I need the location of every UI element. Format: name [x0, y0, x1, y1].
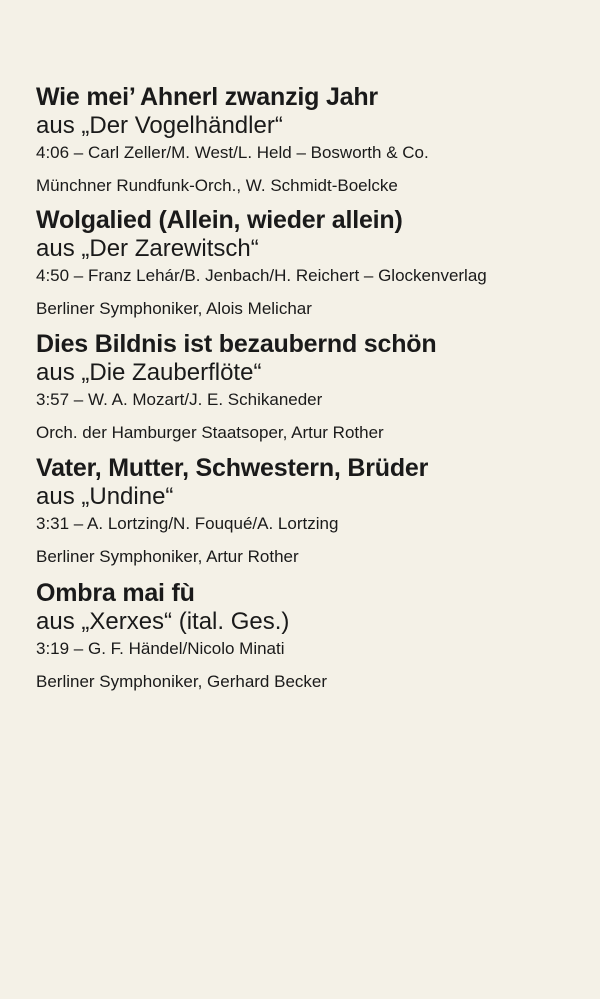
track-credits: 4:50 – Franz Lehár/B. Jenbach/H. Reichert – Glockenverlag	[36, 266, 487, 285]
track-title: Ombra mai fù	[36, 579, 195, 607]
track-entry	[36, 329, 560, 444]
track-source: aus „Xerxes“ (ital. Ges.)	[36, 608, 290, 635]
track-source: aus „Der Vogelhändler“	[36, 112, 283, 139]
track-credits: 3:57 – W. A. Mozart/J. E. Schikaneder	[36, 390, 323, 409]
track-title: Vater, Mutter, Schwestern, Brüder	[36, 454, 429, 482]
track-entry	[36, 82, 560, 197]
track-performers: Berliner Symphoniker, Artur Rother	[36, 547, 299, 566]
track-title: Wolgalied (Allein, wieder allein)	[36, 206, 403, 234]
track-entry	[36, 578, 560, 693]
track-title: Wie mei’ Ahnerl zwanzig Jahr	[36, 83, 378, 111]
track-credits: 3:19 – G. F. Händel/Nicolo Minati	[36, 639, 285, 658]
track-performers: Orch. der Hamburger Staatsoper, Artur Rother	[36, 423, 384, 442]
track-credits: 4:06 – Carl Zeller/M. West/L. Held – Bosworth & Co.	[36, 143, 429, 162]
track-performers: Berliner Symphoniker, Gerhard Becker	[36, 672, 328, 691]
track-source: aus „Der Zarewitsch“	[36, 235, 259, 262]
track-source: aus „Undine“	[36, 483, 174, 510]
track-entry	[36, 453, 560, 568]
track-credits: 3:31 – A. Lortzing/N. Fouqué/A. Lortzing	[36, 514, 339, 533]
track-title: Dies Bildnis ist bezaubernd schön	[36, 330, 437, 358]
track-entry	[36, 205, 560, 320]
track-performers: Münchner Rundfunk-Orch., W. Schmidt-Boelcke	[36, 176, 398, 195]
track-source: aus „Die Zauberflöte“	[36, 359, 262, 386]
track-performers: Berliner Symphoniker, Alois Melichar	[36, 299, 312, 318]
